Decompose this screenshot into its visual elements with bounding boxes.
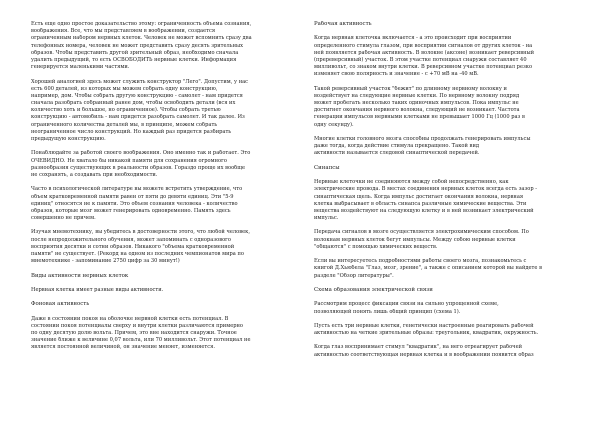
text-line: волокнам нервных клеток бегут импульсы. Между собою нервные клетки [314, 236, 516, 243]
paragraph-imagination [31, 150, 305, 179]
text-line: конструкцию - автомобиль - нам придется разобрать самолет. И так далее. Из [31, 114, 245, 121]
text-line: достигнет окончания нервного волокна, следующий не возникает. Частота [314, 107, 520, 114]
text-line: Есть еще одно простое доказательство этому: ограниченность объема сознания, [31, 21, 252, 27]
text-line: ограниченным набором нервных клеток. Человек не может вспомнить сразу два [31, 35, 252, 42]
paragraph-trace-activity [314, 136, 588, 158]
text-line: неограниченное число конструкций. Но каждый раз придется разбирать [31, 128, 232, 135]
section-heading-connection-scheme: Схема образования электрической связи [314, 286, 433, 293]
text-line: клетка выбрасывает в область синапса различные химические вещества. Эти [314, 200, 527, 207]
text-line: позволяющей понять лишь общий принцип (схема 1). [314, 308, 461, 315]
text-line: Пусть есть три нервные клетки, генетически настроенные реагировать рабочей [314, 322, 534, 329]
text-line: единиц" относятся не к памяти. Это объем сознания человека - количество [31, 200, 238, 207]
text-line: "общаются" с помощью химических веществ. [314, 243, 438, 250]
paragraph-literature-reference [314, 258, 588, 280]
text-line: памяти" не существует. (Рекорд на одном из последних чемпионатов мира по [31, 251, 244, 257]
text-line: Передача сигналов в мозге осуществляется электрохимическим способом. По [314, 229, 529, 236]
text-line: (пререверсивный) участок. В этом участке потенциал снаружи составляет 40 [314, 56, 527, 63]
text-line: Если вы интересуетесь подробностями работы своего мозга, познакомьтесь с [314, 258, 527, 265]
text-line: Часто в психологической литературе вы можете встретить утверждение, что [31, 186, 243, 193]
right-column [314, 21, 588, 359]
text-line: воображения. Все, что мы представляем в воображении, создается [31, 28, 216, 35]
text-line: объем кратковременной памяти равен от пяти до девяти единиц. Эти "5-9 [31, 193, 234, 200]
text-line: Рассмотрим процесс фиксации связи на сильно упрощенной схеме, [314, 301, 499, 308]
text-line: ОЧЕВИДНО. Не хватало бы никакой памяти для сохранения огромного [31, 157, 227, 164]
paragraph-signal-transmission [314, 229, 588, 251]
paragraph-short-term-memory [31, 186, 305, 222]
text-line: Когда глаз воспринимает стимул "квадратик", на него отреагирует рабочей [314, 344, 523, 351]
left-column [31, 21, 305, 352]
text-line: количество хоть и большое, но ограниченное). Чтобы собрать третью [31, 107, 221, 114]
text-line: Даже в состоянии покоя на оболочке нервной клетки есть потенциал. В [31, 315, 229, 322]
text-line: электрические провода. В местах соединения нервных клеток всегда есть зазор - [314, 186, 537, 193]
text-line: состоянии покоя потенциалы сверху и внутри клетки различаются примерно [31, 322, 244, 329]
text-line: милливольт, со знаком внутри клетки. В реверсивном участке потенциал резко [314, 64, 533, 71]
paragraph-activity-types: Нервная клетка имеет разные виды активности. [31, 286, 164, 293]
paragraph-reverse-segment [314, 86, 588, 129]
text-line: даже тогда, когда действие стимула прекращено. Такой вид [314, 143, 480, 150]
text-line: активностью на четкие зрительные образы: треугольник, квадратик, окружность. [314, 330, 539, 337]
section-heading-activity-types: Виды активности нервных клеток [31, 272, 129, 279]
text-line: активности называется следовой синаптической передачей. [314, 150, 480, 157]
text-line: генерируется маленькими частями. [31, 64, 130, 71]
text-line: есть 600 деталей, из которых мы можем собрать одну конструкцию, [31, 85, 218, 92]
text-line: вещества воздействуют на следующую клетку и в ней возникает электрический [314, 207, 534, 214]
section-heading-working-activity: Рабочая активность [314, 21, 372, 27]
text-line: Понаблюдайте за работой своего воображения. Оно именно так и работает. Это [31, 150, 251, 157]
text-line: не сохранять, а создавать при необходимости. [31, 171, 158, 178]
text-line: определенного стимула глазом, при восприятии сигналов от других клеток - на [314, 42, 533, 49]
paragraph-consciousness-volume [31, 21, 305, 71]
paragraph-background-activity [31, 316, 305, 352]
text-line: Нервные клеточки не соединяются между собой непосредственно, как [314, 179, 509, 186]
text-line: импульс. [314, 215, 339, 222]
text-line: активностью соответствующая нервная клетка и в воображении появится образ [314, 351, 534, 358]
text-line: образов. Чтобы представить другой зрительный образ, необходимо сначала [31, 49, 239, 56]
paragraph-scheme-intro [314, 301, 588, 315]
text-line: ограниченного количества деталей мы, в принципе, можем собрать [31, 121, 218, 128]
text-line: книгой Д.Хьюбела "Глаз, мозг, зрение", а также с описанием которой вы найдете в [314, 265, 542, 272]
paragraph-working-activity [314, 35, 588, 78]
text-line: по одну десятую долю вольта. Причем, это вне находится снаружи. Точное [31, 330, 237, 337]
text-line: разделе "Обзор литературы". [314, 272, 394, 279]
paragraph-lego-analogy [31, 79, 305, 144]
text-line: предыдущую конструкцию. [31, 136, 106, 142]
text-line: значение ближе к величине 0,07 вольта, или 70 милливольт. Этот потенциал не [31, 337, 251, 344]
text-line: Такой реверсивный участок "бежит" по длинному нервному волокну и [314, 85, 507, 92]
paragraph-three-cells [314, 323, 588, 337]
text-line: является постоянной величиной, он значение меняет, изменяется. [31, 344, 215, 351]
text-line: может пробегать несколько таких одиночных импульсов. Пока импульс не [314, 100, 519, 107]
paragraph-mnemonics [31, 229, 305, 265]
text-line: образов, которые мозг может генерировать одновременно. Память здесь [31, 207, 231, 214]
text-line: после непродолжительного обучения, может запоминать с одноразового [31, 236, 231, 243]
paragraph-synapses [314, 179, 588, 222]
text-line: телефонных номера, человек не может представить сразу десять зрительных [31, 42, 243, 49]
text-line: изменяет свою полярность и значение - с +70 мВ на -40 мВ. [314, 71, 479, 78]
text-line: Хорошей аналогией здесь может служить конструктор "Лего". Допустим, у нас [31, 78, 249, 85]
text-line: одну секунду). [314, 121, 354, 128]
text-line: генерации импульсов нервными клетками не превышает 1000 Гц (1000 раз в [314, 114, 525, 121]
text-line: воздействует на следующие нервные клетки. По нервному волокну подряд [314, 92, 520, 99]
text-line: Изучая мнемотехнику, вы убедитесь в достоверности этого, что любой человек, [31, 229, 250, 236]
text-line: восприятия десятки и сотни образов. Никакого "объема кратковременной [31, 243, 235, 250]
text-line: мнемотехнике - запоминание 2750 цифр за 30 минут!) [31, 258, 180, 265]
section-heading-synapses: Синапсы [314, 164, 340, 171]
text-line: ней появляется рабочая активность. В волокне (аксоне) возникает реверсивный [314, 49, 535, 56]
paragraph-square-stimulus [314, 344, 588, 358]
text-line: совершенно не причем. [31, 215, 96, 222]
section-heading-background-activity: Фоновая активность [31, 301, 90, 308]
text-line: Когда нервная клеточка включается - а это происходит при восприятии [314, 35, 512, 42]
text-line: синаптическая щель. Когда импульс достигает окончания волокна, нервная [314, 193, 524, 200]
text-line: сначала разобрать собранный ранее дом, чтобы освободить детали (вся их [31, 100, 236, 107]
text-line: удалить предыдущий, то есть ОСВОБОДИТЬ нервные клетки. Информация [31, 56, 237, 63]
text-line: например, дом. Чтобы собрать другую конструкцию - самолет - нам придется [31, 92, 243, 99]
text-line: Многие клетки головного мозга способны продолжать генерировать импульсы [314, 136, 531, 142]
text-line: разнообразия существующих в реальности образов. Гораздо проще их вообще [31, 164, 246, 171]
